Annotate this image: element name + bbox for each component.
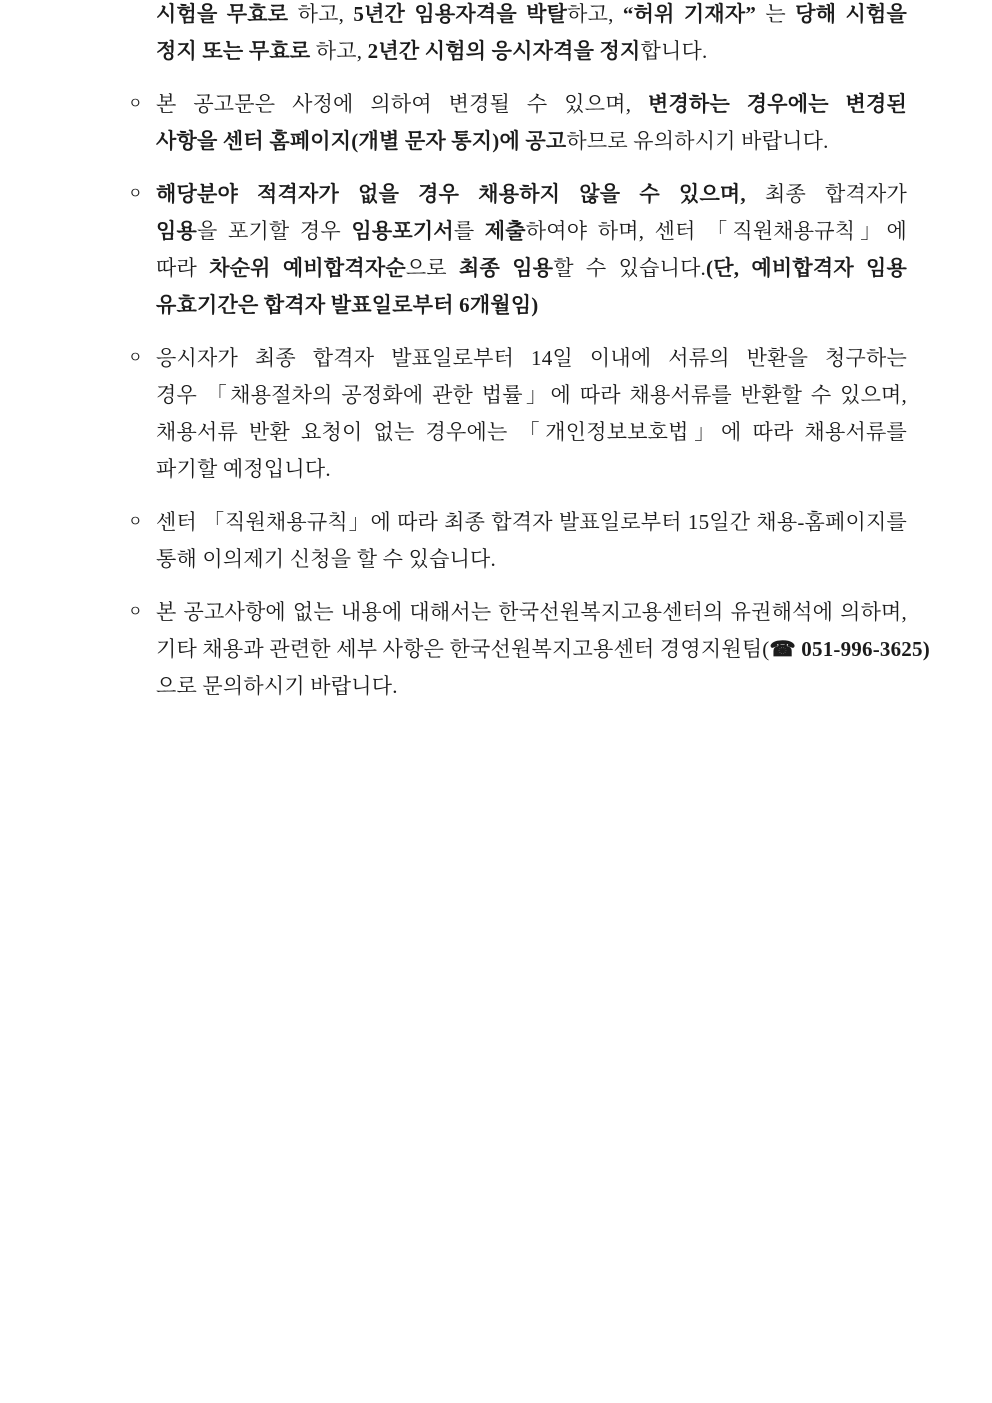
bulleted-paragraph: [128, 340, 907, 488]
bulleted-paragraph: [128, 594, 930, 705]
text-run: 051-996-3625): [795, 637, 930, 661]
text-run: 정지 또는 무효로: [156, 39, 311, 63]
text-run: (단, 예비합격자 임용: [706, 256, 908, 280]
text-run: 센터 「직원채용규칙」에 따라 최종 합격자 발표일로부터 15일간 채용-홈페이지를: [156, 510, 907, 534]
text-run: 유효기간은 합격자 발표일로부터 6개월임): [156, 293, 539, 317]
text-run: 을 포기할 경우: [196, 219, 352, 243]
bullet-marker: ㅇ: [128, 96, 143, 112]
bulleted-paragraph: [128, 504, 907, 578]
text-line: [156, 176, 907, 213]
text-run: 5년간 임용자격을 박탈: [353, 2, 568, 26]
bullet-marker: ㅇ: [128, 186, 143, 202]
paragraph: [128, 0, 907, 70]
text-run: 응시자가 최종 합격자 발표일로부터 14일 이내에 서류의 반환을 청구하는: [156, 346, 907, 370]
paragraph-lines: [156, 86, 907, 160]
text-run: 를: [453, 219, 485, 243]
text-run: 하고,: [288, 2, 354, 26]
text-run: 파기할 예정입니다.: [156, 457, 331, 481]
text-line: [156, 451, 907, 488]
text-run: 해당분야 적격자가 없을 경우 채용하지 않을 수 있으며,: [156, 182, 746, 206]
text-line: [156, 541, 907, 578]
text-line: [156, 631, 930, 668]
text-line: [156, 668, 907, 705]
text-run: 본 공고문은 사정에 의하여 변경될 수 있으며,: [156, 92, 648, 116]
bullet-marker: ㅇ: [128, 604, 143, 620]
text-run: 임용: [156, 219, 197, 243]
paragraph-lines: [156, 594, 930, 705]
text-run: 경우 「채용절차의 공정화에 관한 법률」에 따라 채용서류를 반환할 수 있으며,: [156, 383, 907, 407]
text-run: 기타 채용과 관련한 세부 사항은 한국선원복지고용센터 경영지원팀(: [156, 637, 770, 661]
text-run: 최종 임용: [459, 256, 554, 280]
text-line: [156, 340, 907, 377]
text-line: [156, 213, 907, 250]
text-line: [156, 414, 907, 451]
paragraph-lines: [156, 340, 907, 488]
text-line: [156, 123, 907, 160]
bulleted-paragraph: [128, 86, 907, 160]
paragraph-lines: [156, 176, 907, 324]
paragraph-lines: [156, 504, 907, 578]
text-run: 하고,: [310, 39, 368, 63]
text-run: 하고,: [567, 2, 623, 26]
bullet-marker: ㅇ: [128, 350, 143, 366]
text-run: 사항을 센터 홈페이지(개별 문자 통지)에 공고: [156, 129, 567, 153]
text-line: [156, 250, 907, 287]
text-run: 임용포기서: [351, 219, 454, 243]
text-line: [156, 287, 907, 324]
paragraph-lines: [156, 0, 907, 70]
text-run: “허위 기재자”: [622, 2, 757, 26]
bullet-marker: ㅇ: [128, 514, 143, 530]
text-run: 통해 이의제기 신청을 할 수 있습니다.: [156, 547, 496, 571]
text-line: [156, 504, 907, 541]
text-run: 최종 합격자가: [745, 182, 907, 206]
text-line: [156, 86, 907, 123]
text-run: 당해 시험을: [795, 2, 908, 26]
text-run: 본 공고사항에 없는 내용에 대해서는 한국선원복지고용센터의 유권해석에 의하며,: [156, 600, 907, 624]
text-run: 시험을 무효로: [156, 2, 289, 26]
text-run: 제출: [484, 219, 526, 243]
text-run: 하여야 하며, 센터 「직원채용규칙」에: [525, 219, 908, 243]
text-run: 할 수 있습니다.: [553, 256, 707, 280]
text-run: 하므로 유의하시기 바랍니다.: [566, 129, 829, 153]
text-run: 변경하는 경우에는 변경된: [647, 92, 907, 116]
text-run: 따라: [156, 256, 210, 280]
text-line: [156, 594, 907, 631]
document-body: [128, 0, 930, 721]
phone-icon: ☎: [769, 637, 796, 661]
bulleted-paragraph: [128, 176, 907, 324]
text-run: 으로: [405, 256, 460, 280]
text-run: 차순위 예비합격자순: [209, 256, 406, 280]
text-run: 는: [756, 2, 796, 26]
text-run: 2년간 시험의 응시자격을 정지: [367, 39, 641, 63]
text-run: 채용서류 반환 요청이 없는 경우에는 「개인정보보호법」에 따라 채용서류를: [156, 420, 907, 444]
text-line: [156, 33, 907, 70]
text-run: 으로 문의하시기 바랍니다.: [156, 674, 398, 698]
text-run: 합니다.: [640, 39, 708, 63]
text-line: [156, 377, 907, 414]
text-line: [156, 0, 907, 33]
